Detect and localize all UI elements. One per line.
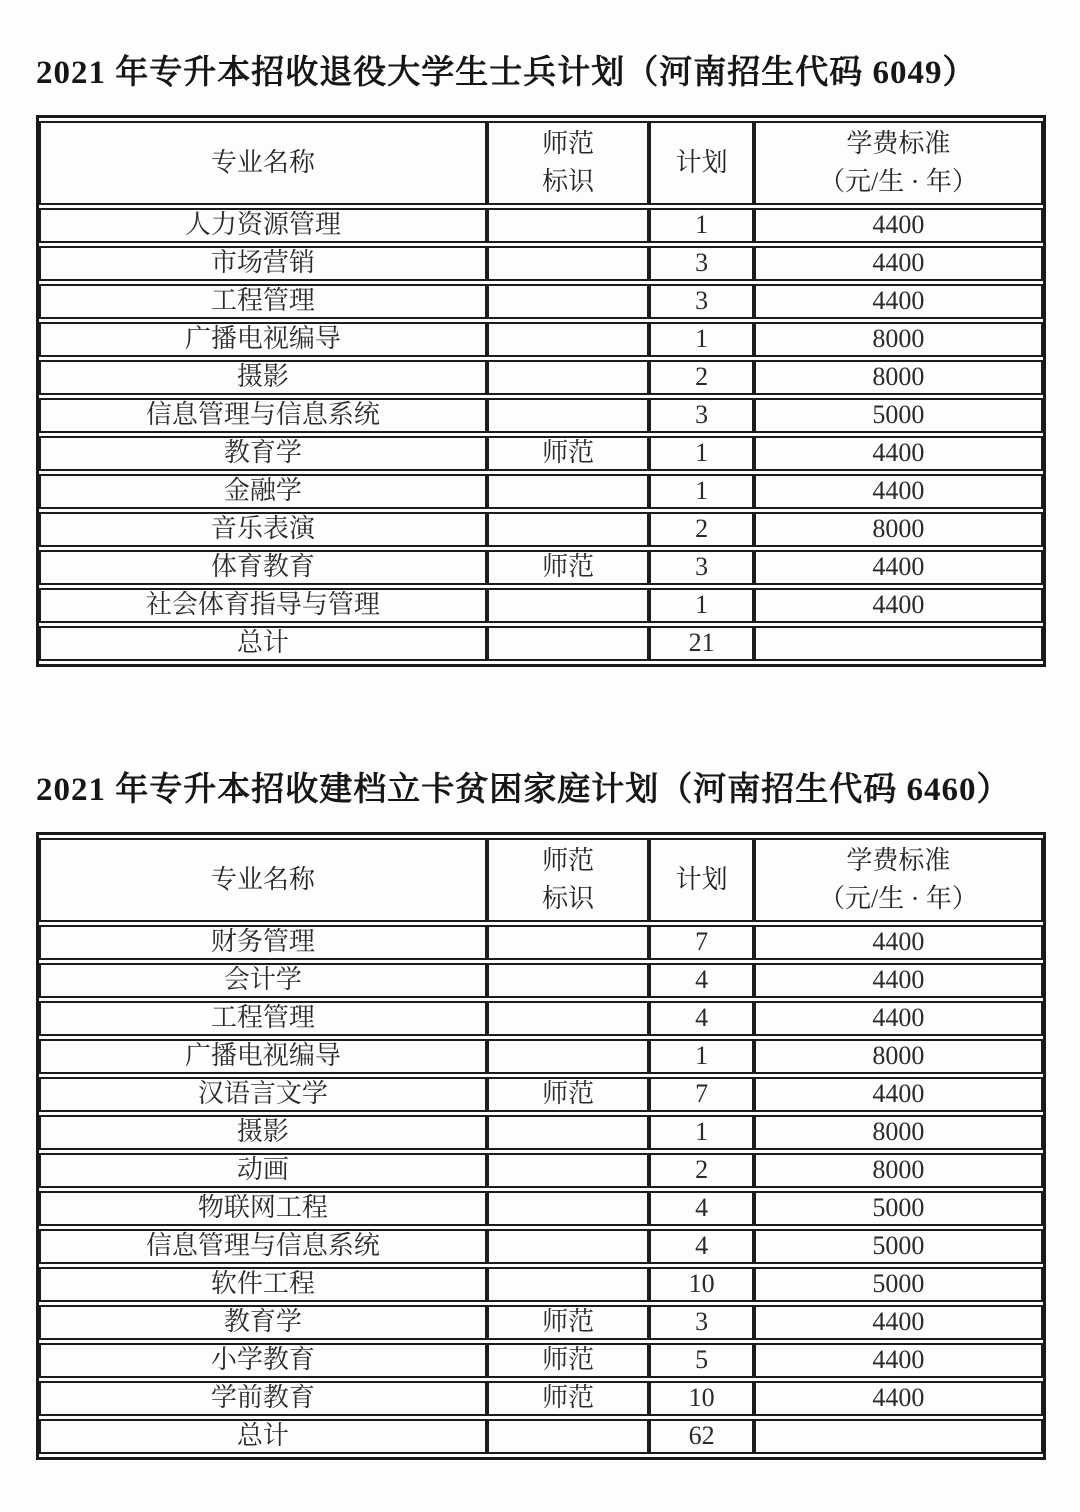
cell-plan: 1 [649,436,753,471]
column-header-plan [649,121,753,205]
table-row [39,322,1043,357]
cell-tuition: 5000 [754,1267,1043,1302]
cell-normal [487,1229,650,1264]
cell-major: 教育学 [39,1305,487,1340]
cell-plan: 5 [649,1343,753,1378]
table-row [39,1191,1043,1226]
column-header-plan [649,838,753,922]
table-row [39,1267,1043,1302]
table-row [39,246,1043,281]
table-row [39,208,1043,243]
table-row [39,588,1043,623]
table-row [39,550,1043,585]
cell-major: 社会体育指导与管理 [39,588,487,623]
cell-plan: 1 [649,1039,753,1074]
table-row [39,1381,1043,1416]
cell-major: 音乐表演 [39,512,487,547]
cell-major: 信息管理与信息系统 [39,1229,487,1264]
table-row [39,1229,1043,1264]
cell-normal [487,398,650,433]
cell-normal: 师范 [487,436,650,471]
column-header-tuition [754,121,1043,205]
cell-normal: 师范 [487,1305,650,1340]
column-header-normal-line2: 标识 [542,167,595,196]
cell-tuition: 4400 [754,963,1043,998]
cell-plan: 7 [649,1077,753,1112]
cell-plan: 2 [649,512,753,547]
column-header-tuition [754,838,1043,922]
cell-tuition: 4400 [754,208,1043,243]
cell-plan: 2 [649,1153,753,1188]
cell-major: 广播电视编导 [39,322,487,357]
cell-major: 市场营销 [39,246,487,281]
cell-tuition: 8000 [754,360,1043,395]
cell-major: 金融学 [39,474,487,509]
cell-normal [487,963,650,998]
column-header-normal-flag [487,838,650,922]
doc-title-poverty-plan: 2021 年专升本招收建档立卡贫困家庭计划（河南招生代码 6460） [36,772,1011,808]
table-row [39,1115,1043,1150]
total-row [39,1419,1043,1454]
column-header-major [39,838,487,922]
cell-normal: 师范 [487,1381,650,1416]
cell-normal [487,360,650,395]
column-header-major-label: 专业名称 [210,148,315,178]
table-row [39,512,1043,547]
table-row [39,1077,1043,1112]
cell-normal: 师范 [487,1343,650,1378]
cell-tuition: 4400 [754,1305,1043,1340]
cell-normal [487,208,650,243]
cell-normal [487,1267,650,1302]
cell-tuition: 4400 [754,550,1043,585]
doc-title-veteran-plan: 2021 年专升本招收退役大学生士兵计划（河南招生代码 6049） [36,55,977,91]
header-row [39,838,1043,922]
veteran-plan-table-body [39,208,1043,661]
cell-plan: 4 [649,963,753,998]
cell-major: 工程管理 [39,284,487,319]
cell-tuition: 4400 [754,474,1043,509]
cell-normal [487,1115,650,1150]
cell-tuition: 4400 [754,246,1043,281]
cell-tuition: 8000 [754,1115,1043,1150]
table-row [39,284,1043,319]
poverty-plan-table-wrap [36,832,1046,1460]
cell-major: 体育教育 [39,550,487,585]
cell-tuition: 4400 [754,436,1043,471]
column-header-major-label: 专业名称 [210,865,315,895]
veteran-plan-table-wrap [36,115,1046,667]
cell-plan: 1 [649,1115,753,1150]
total-row [39,626,1043,661]
cell-normal [487,1001,650,1036]
cell-plan: 7 [649,925,753,960]
cell-plan: 62 [649,1419,753,1454]
cell-major: 会计学 [39,963,487,998]
cell-normal [487,588,650,623]
column-header-tuition-line1: 学费标准 [846,129,951,159]
column-header-tuition-line2: （元/生 · 年） [818,167,978,196]
header-row [39,121,1043,205]
cell-major: 摄影 [39,360,487,395]
cell-normal: 师范 [487,1077,650,1112]
cell-major: 人力资源管理 [39,208,487,243]
cell-plan: 2 [649,360,753,395]
table-row [39,963,1043,998]
cell-normal [487,474,650,509]
cell-plan: 1 [649,474,753,509]
cell-normal [487,1191,650,1226]
cell-plan: 10 [649,1267,753,1302]
cell-tuition: 4400 [754,1381,1043,1416]
column-header-normal-line1: 师范 [542,846,595,876]
cell-major: 汉语言文学 [39,1077,487,1112]
column-header-plan-label: 计划 [675,865,728,895]
cell-plan: 21 [649,626,753,661]
cell-tuition: 4400 [754,1001,1043,1036]
table-row [39,436,1043,471]
cell-tuition: 4400 [754,284,1043,319]
table-row [39,474,1043,509]
cell-plan: 4 [649,1191,753,1226]
cell-normal [487,512,650,547]
cell-normal [487,1153,650,1188]
cell-tuition [754,1419,1043,1454]
cell-plan: 1 [649,322,753,357]
cell-major: 小学教育 [39,1343,487,1378]
cell-plan: 4 [649,1001,753,1036]
cell-tuition: 5000 [754,1229,1043,1264]
cell-normal [487,925,650,960]
table-row [39,1305,1043,1340]
cell-major: 信息管理与信息系统 [39,398,487,433]
cell-major: 工程管理 [39,1001,487,1036]
column-header-plan-label: 计划 [675,148,728,178]
column-header-normal-line2: 标识 [542,884,595,913]
cell-major: 软件工程 [39,1267,487,1302]
cell-plan: 3 [649,550,753,585]
cell-major: 学前教育 [39,1381,487,1416]
cell-plan: 3 [649,284,753,319]
column-header-normal-flag [487,121,650,205]
cell-major: 摄影 [39,1115,487,1150]
cell-tuition: 5000 [754,1191,1043,1226]
table-row [39,1001,1043,1036]
cell-plan: 3 [649,398,753,433]
cell-tuition: 4400 [754,1343,1043,1378]
cell-normal [487,1039,650,1074]
cell-major: 动画 [39,1153,487,1188]
cell-major: 物联网工程 [39,1191,487,1226]
cell-tuition [754,626,1043,661]
cell-major: 教育学 [39,436,487,471]
cell-major: 总计 [39,1419,487,1454]
column-header-normal-line1: 师范 [542,129,595,159]
cell-tuition: 4400 [754,925,1043,960]
table-row [39,398,1043,433]
cell-plan: 1 [649,588,753,623]
cell-tuition: 4400 [754,588,1043,623]
table-row [39,925,1043,960]
cell-normal [487,284,650,319]
cell-normal [487,626,650,661]
table-row [39,1153,1043,1188]
cell-normal [487,246,650,281]
cell-normal: 师范 [487,550,650,585]
cell-tuition: 4400 [754,1077,1043,1112]
column-header-tuition-line2: （元/生 · 年） [818,884,978,913]
poverty-plan-table [39,835,1043,1457]
cell-normal [487,322,650,357]
cell-plan: 4 [649,1229,753,1264]
cell-tuition: 8000 [754,1039,1043,1074]
table-row [39,360,1043,395]
cell-plan: 3 [649,246,753,281]
veteran-plan-table [39,118,1043,664]
cell-tuition: 5000 [754,398,1043,433]
table-row [39,1343,1043,1378]
cell-tuition: 8000 [754,512,1043,547]
column-header-tuition-line1: 学费标准 [846,846,951,876]
cell-tuition: 8000 [754,322,1043,357]
cell-major: 总计 [39,626,487,661]
cell-plan: 10 [649,1381,753,1416]
cell-tuition: 8000 [754,1153,1043,1188]
poverty-plan-table-body [39,925,1043,1454]
cell-normal [487,1419,650,1454]
cell-plan: 1 [649,208,753,243]
table-row [39,1039,1043,1074]
cell-plan: 3 [649,1305,753,1340]
section-spacer [36,667,1046,763]
column-header-major [39,121,487,205]
cell-major: 广播电视编导 [39,1039,487,1074]
cell-major: 财务管理 [39,925,487,960]
